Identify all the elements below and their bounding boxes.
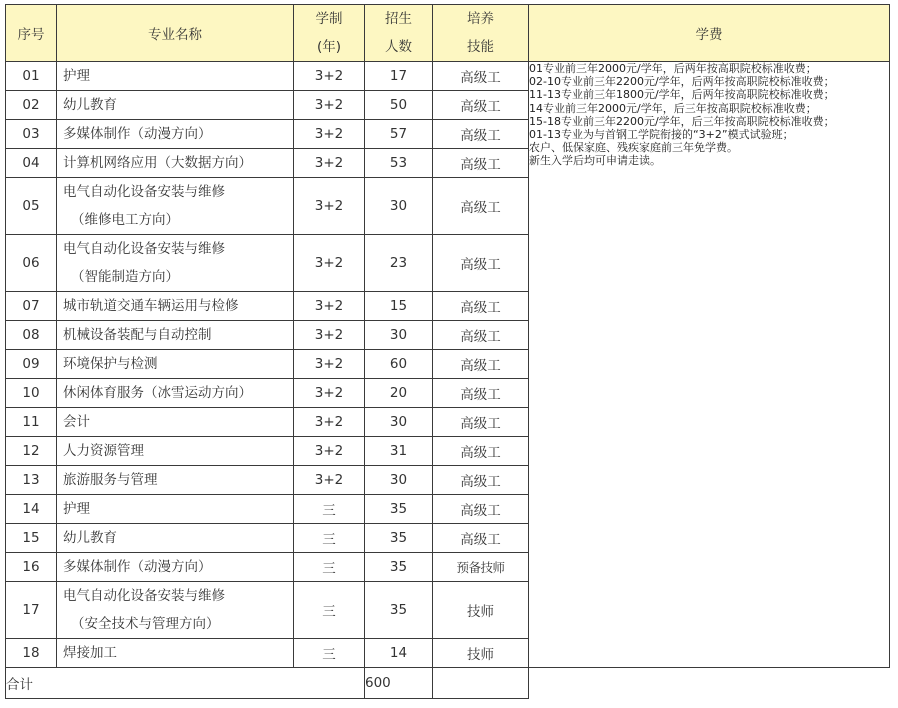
cell-duration: 3+2	[294, 149, 365, 178]
header-major: 专业名称	[57, 5, 294, 62]
cell-duration: 3+2	[294, 466, 365, 495]
cell-major	[57, 495, 294, 524]
cell-duration: 3+2	[294, 62, 365, 91]
cell-skill: 高级工	[433, 408, 529, 437]
cell-major-line: 幼儿教育	[63, 530, 117, 546]
cell-count: 14	[365, 639, 433, 668]
fee-note: 新生入学后均可申请走读。	[529, 154, 661, 168]
total-row	[6, 668, 890, 699]
cell-duration: 3+2	[294, 379, 365, 408]
fee-note: 01专业前三年2000元/学年，后两年按高职院校标准收费；	[529, 62, 817, 75]
cell-no: 16	[6, 553, 57, 582]
cell-duration: 3+2	[294, 235, 365, 292]
header-duration-line2: (年)	[316, 39, 342, 55]
cell-count: 31	[365, 437, 433, 466]
cell-major	[57, 379, 294, 408]
cell-major	[57, 149, 294, 178]
cell-duration: 3+2	[294, 292, 365, 321]
cell-no: 07	[6, 292, 57, 321]
cell-no: 11	[6, 408, 57, 437]
cell-major-line: 机械设备装配与自动控制	[63, 327, 212, 343]
cell-count: 57	[365, 120, 433, 149]
cell-no: 04	[6, 149, 57, 178]
fee-note: 02-10专业前三年2200元/学年，后两年按高职院校标准收费；	[529, 75, 835, 89]
cell-skill: 高级工	[433, 524, 529, 553]
cell-duration: 3+2	[294, 321, 365, 350]
fee-note: 15-18专业前三年2200元/学年，后三年按高职院校标准收费；	[529, 114, 835, 128]
cell-no: 05	[6, 178, 57, 235]
cell-major	[57, 321, 294, 350]
cell-no: 18	[6, 639, 57, 668]
cell-count: 53	[365, 149, 433, 178]
cell-duration: 3+2	[294, 408, 365, 437]
cell-skill: 高级工	[433, 437, 529, 466]
cell-no: 12	[6, 437, 57, 466]
cell-skill: 预备技师	[433, 553, 529, 582]
cell-count: 15	[365, 292, 433, 321]
header-enrollment	[365, 5, 433, 62]
header-training-line1: 培养	[467, 11, 494, 27]
cell-major	[57, 292, 294, 321]
cell-major-line: 人力资源管理	[63, 443, 144, 459]
enrollment-table	[5, 4, 890, 699]
cell-skill: 高级工	[433, 292, 529, 321]
cell-duration: 三	[294, 495, 365, 524]
cell-major	[57, 466, 294, 495]
fee-note: 01-13专业为与首钢工学院衔接的“3+2”模式试验班；	[529, 128, 794, 142]
cell-major-line: 多媒体制作（动漫方向）	[63, 126, 212, 142]
total-label: 合计	[6, 668, 365, 699]
cell-skill: 高级工	[433, 178, 529, 235]
cell-major-line: 电气自动化设备安装与维修	[63, 241, 225, 257]
cell-count: 35	[365, 495, 433, 524]
cell-count: 35	[365, 524, 433, 553]
cell-skill: 技师	[433, 639, 529, 668]
cell-major-line: （智能制造方向）	[71, 269, 179, 285]
cell-major-line: 会计	[63, 414, 90, 430]
cell-count: 30	[365, 408, 433, 437]
cell-major	[57, 178, 294, 235]
cell-count: 60	[365, 350, 433, 379]
cell-major-line: 幼儿教育	[63, 97, 117, 113]
cell-duration: 3+2	[294, 91, 365, 120]
cell-count: 20	[365, 379, 433, 408]
cell-major	[57, 350, 294, 379]
cell-duration: 三	[294, 553, 365, 582]
cell-major	[57, 437, 294, 466]
cell-count: 30	[365, 466, 433, 495]
cell-count: 35	[365, 582, 433, 639]
header-duration-line1: 学制	[315, 11, 343, 27]
cell-skill: 高级工	[433, 120, 529, 149]
cell-count: 50	[365, 91, 433, 120]
cell-duration: 三	[294, 639, 365, 668]
cell-major	[57, 235, 294, 292]
header-fee: 学费	[529, 5, 890, 62]
cell-skill: 高级工	[433, 379, 529, 408]
cell-no: 09	[6, 350, 57, 379]
cell-major-line: 休闲体育服务（冰雪运动方向）	[63, 385, 252, 401]
cell-skill: 高级工	[433, 495, 529, 524]
cell-count: 35	[365, 553, 433, 582]
cell-major	[57, 62, 294, 91]
cell-skill: 高级工	[433, 62, 529, 91]
fee-note: 农户、低保家庭、残疾家庭前三年免学费。	[529, 141, 738, 155]
cell-skill: 高级工	[433, 466, 529, 495]
cell-skill: 高级工	[433, 235, 529, 292]
cell-count: 17	[365, 62, 433, 91]
cell-duration: 3+2	[294, 120, 365, 149]
header-row	[6, 5, 890, 62]
total-count: 600	[365, 668, 433, 699]
cell-major-line: 计算机网络应用（大数据方向）	[63, 155, 252, 171]
cell-skill: 高级工	[433, 149, 529, 178]
cell-major-line: 多媒体制作（动漫方向）	[63, 559, 212, 575]
cell-count: 23	[365, 235, 433, 292]
cell-no: 15	[6, 524, 57, 553]
cell-major-line: 环境保护与检测	[63, 356, 158, 372]
cell-no: 17	[6, 582, 57, 639]
cell-major-line: 城市轨道交通车辆运用与检修	[63, 298, 239, 314]
cell-major	[57, 582, 294, 639]
cell-skill: 技师	[433, 582, 529, 639]
cell-major-line: 电气自动化设备安装与维修	[63, 588, 225, 604]
cell-no: 08	[6, 321, 57, 350]
cell-no: 06	[6, 235, 57, 292]
cell-no: 13	[6, 466, 57, 495]
fee-notes-cell	[529, 62, 890, 668]
cell-duration: 三	[294, 524, 365, 553]
header-training-line2: 技能	[467, 39, 494, 55]
cell-no: 02	[6, 91, 57, 120]
total-skill-empty	[433, 668, 529, 699]
cell-major	[57, 91, 294, 120]
cell-skill: 高级工	[433, 321, 529, 350]
cell-no: 03	[6, 120, 57, 149]
cell-major-line: 护理	[63, 68, 90, 84]
cell-duration: 三	[294, 582, 365, 639]
cell-major	[57, 639, 294, 668]
cell-major	[57, 524, 294, 553]
header-training	[433, 5, 529, 62]
cell-count: 30	[365, 321, 433, 350]
table-row	[6, 62, 890, 91]
header-seq: 序号	[6, 5, 57, 62]
cell-major-line: 旅游服务与管理	[63, 472, 158, 488]
header-enrollment-line2: 人数	[385, 39, 412, 55]
cell-major-line: 焊接加工	[63, 645, 117, 661]
cell-major	[57, 408, 294, 437]
cell-skill: 高级工	[433, 350, 529, 379]
cell-major-line: 电气自动化设备安装与维修	[63, 184, 225, 200]
cell-skill: 高级工	[433, 91, 529, 120]
cell-no: 14	[6, 495, 57, 524]
cell-count: 30	[365, 178, 433, 235]
cell-duration: 3+2	[294, 437, 365, 466]
cell-no: 01	[6, 62, 57, 91]
cell-major-line: （安全技术与管理方向）	[71, 616, 220, 632]
cell-duration: 3+2	[294, 350, 365, 379]
fee-note: 14专业前三年2000元/学年，后三年按高职院校标准收费；	[529, 101, 817, 115]
cell-major	[57, 553, 294, 582]
header-enrollment-line1: 招生	[385, 11, 412, 27]
cell-major	[57, 120, 294, 149]
fee-note: 11-13专业前三年1800元/学年，后两年按高职院校标准收费；	[529, 88, 835, 102]
cell-no: 10	[6, 379, 57, 408]
cell-duration: 3+2	[294, 178, 365, 235]
cell-major-line: 护理	[63, 501, 90, 517]
header-duration	[294, 5, 365, 62]
cell-major-line: （维修电工方向）	[71, 212, 179, 228]
